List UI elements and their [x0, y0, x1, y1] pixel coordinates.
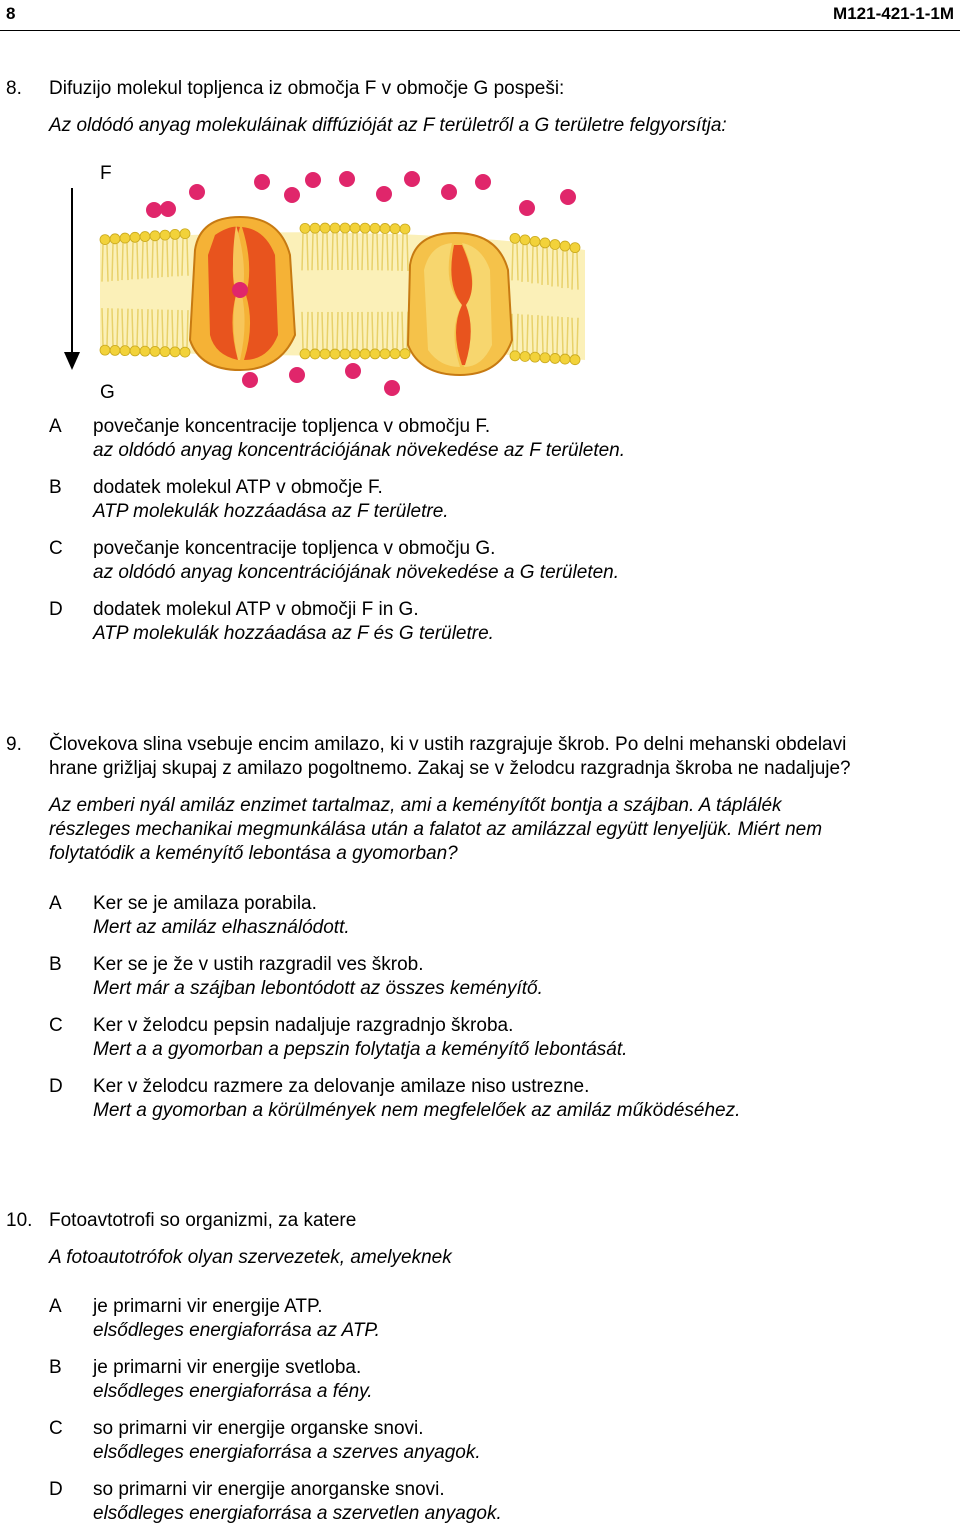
- q8-option-d-hu: ATP molekulák hozzáadása az F és G területre.: [93, 623, 494, 644]
- solute-molecule-17: [345, 363, 361, 379]
- q10-option-c-letter: C: [49, 1418, 63, 1439]
- q8-option-b-hu: ATP molekulák hozzáadása az F területre.: [93, 501, 449, 522]
- solute-molecule-4: [284, 187, 300, 203]
- solute-molecule-6: [339, 171, 355, 187]
- q8-question-hu: Az oldódó anyag molekuláinak diffúzióját az F területről a G területre felgyorsítja:: [49, 115, 727, 136]
- q9-question-hu-line3: folytatódik a keményítő lebontása a gyomorban?: [49, 843, 458, 864]
- q9-question-hu-line2: részleges mechanikai megmunkálása után a falatot az amilázzal együtt lenyeljük. Miért nem: [49, 819, 823, 840]
- solute-molecule-16: [289, 367, 305, 383]
- q10-option-a-letter: A: [49, 1296, 62, 1317]
- q8-option-a-sl: povečanje koncentracije topljenca v območju F.: [93, 416, 491, 437]
- q8-option-a-letter: A: [49, 416, 62, 437]
- q10-option-c-hu: elsődleges energiaforrása a szerves anyagok.: [93, 1442, 481, 1463]
- q9-option-c-letter: C: [49, 1015, 63, 1036]
- q9-option-c-hu: Mert a a gyomorban a pepszin folytatja a keményítő lebontását.: [93, 1039, 628, 1060]
- solute-molecule-7: [376, 186, 392, 202]
- header-rule: [0, 30, 960, 31]
- q10-number: 10.: [6, 1210, 33, 1231]
- q10-option-b-sl: je primarni vir energije svetloba.: [93, 1357, 362, 1378]
- q10-option-b-letter: B: [49, 1357, 62, 1378]
- q9-option-a-sl: Ker se je amilaza porabila.: [93, 893, 317, 914]
- q10-option-d-letter: D: [49, 1479, 63, 1500]
- label-G: G: [100, 382, 115, 403]
- solute-molecule-13: [146, 202, 162, 218]
- q9-option-d-hu: Mert a gyomorban a körülmények nem megfelelőek az amiláz működéséhez.: [93, 1100, 741, 1121]
- q10-option-c-sl: so primarni vir energije organske snovi.: [93, 1418, 424, 1439]
- q9-option-c-sl: Ker v želodcu pepsin nadaljuje razgradnjo škroba.: [93, 1015, 514, 1036]
- arrow-head-icon: [64, 352, 80, 370]
- solute-molecule-8: [404, 171, 420, 187]
- q8-option-c-sl: povečanje koncentracije topljenca v območju G.: [93, 538, 496, 559]
- solute-molecule-11: [519, 200, 535, 216]
- q9-option-d-letter: D: [49, 1076, 63, 1097]
- membrane-diagram: [50, 155, 600, 405]
- solute-molecule-3: [254, 174, 270, 190]
- q10-question-sl: Fotoavtotrofi so organizmi, za katere: [49, 1210, 357, 1231]
- q10-option-d-hu: elsődleges energiaforrása a szervetlen anyagok.: [93, 1503, 502, 1524]
- solute-molecule-2: [189, 184, 205, 200]
- q8-option-c-letter: C: [49, 538, 63, 559]
- q9-option-b-letter: B: [49, 954, 62, 975]
- document-code: M121-421-1-1M: [833, 4, 954, 23]
- q10-option-d-sl: so primarni vir energije anorganske snovi.: [93, 1479, 445, 1500]
- solute-molecule-10: [475, 174, 491, 190]
- membrane-figure: [50, 155, 600, 405]
- page-number: 8: [6, 4, 16, 23]
- q8-number: 8.: [6, 78, 22, 99]
- solute-molecule-15: [242, 372, 258, 388]
- solute-molecule-18: [384, 380, 400, 396]
- protein-channel-2: [408, 233, 512, 375]
- q9-option-b-sl: Ker se je že v ustih razgradil ves škrob.: [93, 954, 424, 975]
- q9-number: 9.: [6, 734, 22, 755]
- q8-question-sl: Difuzijo molekul topljenca iz območja F v območje G pospeši:: [49, 78, 565, 99]
- q8-option-d-letter: D: [49, 599, 63, 620]
- q9-option-a-hu: Mert az amiláz elhasználódott.: [93, 917, 350, 938]
- q10-option-b-hu: elsődleges energiaforrása a fény.: [93, 1381, 373, 1402]
- solute-molecule-9: [441, 184, 457, 200]
- q9-option-b-hu: Mert már a szájban lebontódott az összes keményítő.: [93, 978, 543, 999]
- q8-option-b-sl: dodatek molekul ATP v območje F.: [93, 477, 383, 498]
- q9-option-a-letter: A: [49, 893, 62, 914]
- solute-molecule-5: [305, 172, 321, 188]
- q10-option-a-sl: je primarni vir energije ATP.: [93, 1296, 323, 1317]
- q9-question-hu-line1: Az emberi nyál amiláz enzimet tartalmaz, ami a keményítőt bontja a szájban. A táplálék: [49, 795, 782, 816]
- solute-molecule-12: [560, 189, 576, 205]
- q8-option-c-hu: az oldódó anyag koncentrációjának növekedése a G területen.: [93, 562, 620, 583]
- solute-molecule-14: [232, 282, 248, 298]
- q9-question-sl-line2: hrane grižljaj skupaj z amilazo pogoltnemo. Zakaj se v želodcu razgradnja škroba ne nadaljuje?: [49, 758, 851, 779]
- q10-question-hu: A fotoautotrófok olyan szervezetek, amelyeknek: [49, 1247, 452, 1268]
- q10-option-a-hu: elsődleges energiaforrása az ATP.: [93, 1320, 380, 1341]
- q8-option-d-sl: dodatek molekul ATP v območji F in G.: [93, 599, 419, 620]
- solute-molecule-1: [160, 201, 176, 217]
- q8-option-b-letter: B: [49, 477, 62, 498]
- q9-question-sl-line1: Človekova slina vsebuje encim amilazo, ki v ustih razgrajuje škrob. Po delni mehanski obdelavi: [49, 734, 847, 755]
- label-F: F: [100, 163, 112, 184]
- q8-option-a-hu: az oldódó anyag koncentrációjának növekedése az F területen.: [93, 440, 626, 461]
- q9-option-d-sl: Ker v želodcu razmere za delovanje amilaze niso ustrezne.: [93, 1076, 590, 1097]
